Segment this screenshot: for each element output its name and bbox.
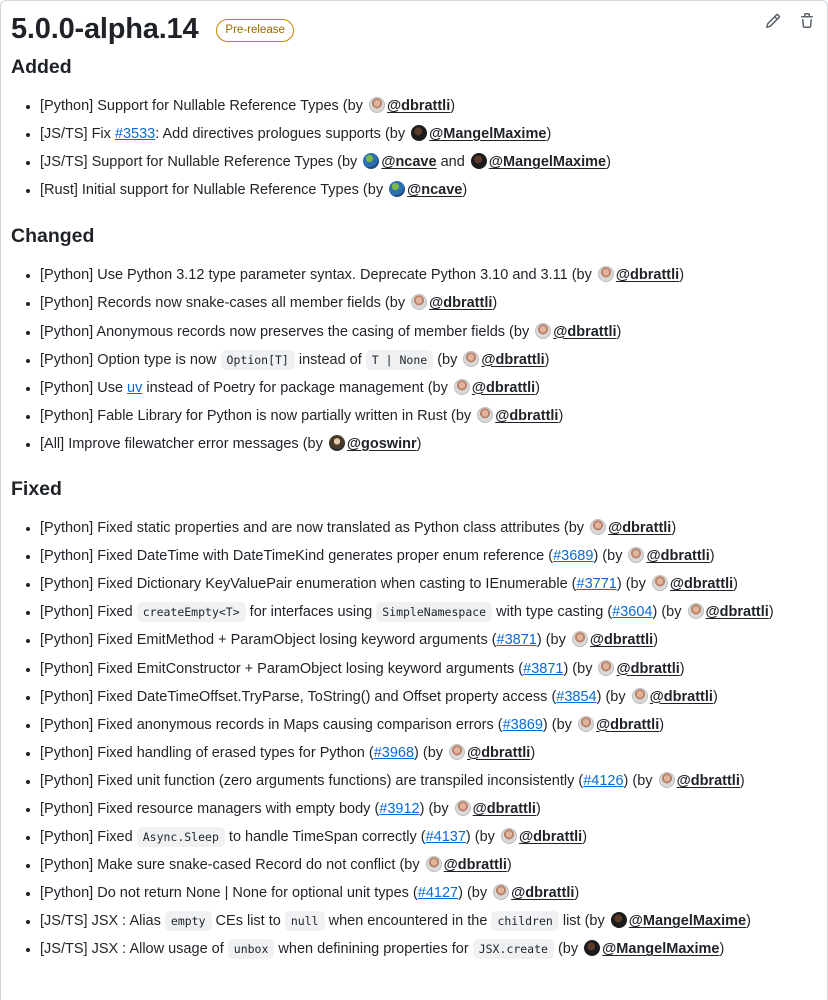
item-text: ) (by <box>419 800 453 817</box>
item-text: CEs list to <box>211 913 285 930</box>
avatar[interactable] <box>652 575 668 591</box>
avatar[interactable] <box>598 660 614 676</box>
avatar[interactable] <box>369 97 385 113</box>
item-text: [Rust] Initial support for Nullable Reference Types (by <box>40 182 388 199</box>
avatar[interactable] <box>535 323 551 339</box>
avatar[interactable] <box>628 547 644 563</box>
change-item <box>40 655 817 683</box>
inline-code: unbox <box>228 939 275 959</box>
user-mention-link[interactable]: @MangelMaxime <box>602 941 720 958</box>
change-item <box>40 626 817 654</box>
user-mention-link[interactable]: @dbrattli <box>495 407 559 424</box>
change-item <box>40 318 817 346</box>
avatar[interactable] <box>363 153 379 169</box>
user-mention-link[interactable]: @ncave <box>381 154 437 171</box>
item-text: [Python] Fixed DateTime with DateTimeKind generates proper enum reference ( <box>40 548 554 565</box>
item-text: with type casting ( <box>492 604 613 621</box>
issue-link[interactable]: #4127 <box>417 885 459 902</box>
user-mention-link[interactable]: @goswinr <box>346 435 417 452</box>
item-text: [Python] Fixed static properties and are now translated as Python class attributes (by <box>40 520 589 537</box>
inline-code: Async.Sleep <box>137 827 225 847</box>
item-text: [Python] Fixed handling of erased types for Python ( <box>40 744 374 761</box>
avatar[interactable] <box>426 856 442 872</box>
inline-code: JSX.create <box>473 939 554 959</box>
change-item <box>40 148 817 176</box>
item-text: [Python] Anonymous records now preserves the casing of member fields (by <box>40 323 534 340</box>
avatar[interactable] <box>659 772 675 788</box>
item-text: [Python] Fixed <box>40 604 137 621</box>
item-text: ) (by <box>593 548 627 565</box>
item-text: ) <box>616 323 622 340</box>
item-text: ) <box>679 267 685 284</box>
item-text: [Python] Fixed unit function (zero arguments functions) are transpiled inconsistently ( <box>40 772 584 789</box>
section-fixed <box>11 475 817 964</box>
item-text: [Python] Fixed EmitMethod + ParamObject losing keyword arguments ( <box>40 632 497 649</box>
item-text: [All] Improve filewatcher error messages (by <box>40 435 327 452</box>
inline-code: SimpleNamespace <box>376 602 492 622</box>
item-text: [Python] Fixed DateTimeOffset.TryParse, ToString() and Offset property access ( <box>40 688 557 705</box>
item-text: ) <box>768 604 774 621</box>
change-item <box>40 514 817 542</box>
change-item <box>40 346 817 374</box>
item-text: [Python] Use Python 3.12 type parameter syntax. Deprecate Python 3.10 and 3.11 (by <box>40 267 596 284</box>
issue-link[interactable]: #4137 <box>425 829 466 846</box>
section-heading: Changed <box>11 225 95 248</box>
item-text: and <box>436 154 469 171</box>
release-actions <box>765 13 815 29</box>
avatar[interactable] <box>329 435 345 451</box>
item-text: (by <box>433 351 462 368</box>
item-text: [JS/TS] JSX : Alias <box>40 913 165 930</box>
release-title: 5.0.0-alpha.14 <box>11 12 199 45</box>
item-text: ) (by <box>458 885 492 902</box>
item-text: ) <box>709 548 715 565</box>
change-item <box>40 795 817 823</box>
issue-link[interactable]: #3871 <box>523 660 564 677</box>
pencil-icon <box>765 13 781 29</box>
change-item <box>40 570 817 598</box>
change-list <box>11 92 817 204</box>
inline-link[interactable]: uv <box>127 379 143 396</box>
user-mention-link[interactable]: @dbrattli <box>669 576 734 593</box>
item-text: instead of <box>294 351 366 368</box>
item-text: ) <box>746 913 751 930</box>
change-item <box>40 739 817 767</box>
item-text: [Python] Option type is now <box>40 351 221 368</box>
item-text: ) (by <box>536 632 570 649</box>
item-text: ) <box>671 520 677 537</box>
avatar[interactable] <box>688 603 704 619</box>
user-mention-link[interactable]: @MangelMaxime <box>488 154 607 171</box>
item-text: when encountered in the <box>324 913 492 930</box>
avatar[interactable] <box>578 716 594 732</box>
user-mention-link[interactable]: @dbrattli <box>615 267 680 284</box>
change-item <box>40 683 817 711</box>
change-item <box>40 542 817 570</box>
avatar[interactable] <box>501 828 517 844</box>
item-text: ) <box>582 829 588 846</box>
item-text: list (by <box>558 913 609 930</box>
item-text: [JS/TS] Support for Nullable Reference Types (by <box>40 154 362 171</box>
change-item <box>40 261 817 289</box>
item-text: [JS/TS] Fix <box>40 126 115 143</box>
item-text: ) <box>719 941 725 958</box>
avatar[interactable] <box>471 153 487 169</box>
item-text: ) <box>659 716 665 733</box>
change-item <box>40 374 817 402</box>
user-mention-link[interactable]: @dbrattli <box>429 295 493 312</box>
inline-code: T | None <box>366 350 433 370</box>
avatar[interactable] <box>572 631 588 647</box>
section-changed <box>11 222 817 458</box>
item-text: : Add directives prologues supports (by <box>155 126 410 143</box>
inline-code: empty <box>165 911 212 931</box>
item-text: ) (by <box>616 576 650 593</box>
change-item <box>40 823 817 851</box>
item-text: ) <box>606 154 611 171</box>
issue-link[interactable]: #3912 <box>379 800 420 817</box>
item-text: [Python] Fixed resource managers with empty body ( <box>40 800 380 817</box>
change-item <box>40 120 817 148</box>
user-mention-link[interactable]: @dbrattli <box>443 857 507 874</box>
issue-link[interactable]: #3689 <box>553 548 594 565</box>
avatar[interactable] <box>590 519 606 535</box>
item-text: when definining properties for <box>274 941 473 958</box>
change-item <box>40 879 817 907</box>
item-text: ) (by <box>465 829 499 846</box>
item-text: ) (by <box>542 716 576 733</box>
item-text: ) <box>679 660 685 677</box>
change-item <box>40 92 817 120</box>
avatar[interactable] <box>454 379 470 395</box>
item-text: [Python] Support for Nullable Reference Types (by <box>40 98 367 114</box>
change-item <box>40 402 817 430</box>
item-text: ) <box>450 98 456 114</box>
issue-link[interactable]: #3533 <box>114 126 156 143</box>
item-text: [Python] Fixed Dictionary KeyValuePair enumeration when casting to IEnumerable ( <box>40 576 577 593</box>
item-text: [Python] Fixed anonymous records in Maps causing comparison errors ( <box>40 716 503 733</box>
item-text: ) (by <box>563 660 597 677</box>
change-list <box>11 514 817 964</box>
change-item <box>40 430 817 458</box>
delete-button[interactable] <box>799 13 815 29</box>
item-text: ) <box>530 744 536 761</box>
issue-link[interactable]: #3968 <box>373 744 415 761</box>
item-text: [JS/TS] JSX : Allow usage of <box>40 941 228 958</box>
item-text: ) (by <box>596 688 630 705</box>
issue-link[interactable]: #4126 <box>583 772 624 789</box>
item-text: instead of Poetry for package management (by <box>142 379 452 396</box>
inline-code: Option[T] <box>221 350 295 370</box>
change-item <box>40 767 817 795</box>
change-item <box>40 598 817 626</box>
item-text: to handle TimeSpan correctly ( <box>224 829 426 846</box>
section-heading: Fixed <box>11 478 62 501</box>
change-item <box>40 851 817 879</box>
item-text: [Python] Do not return None | None for optional unit types ( <box>40 885 418 902</box>
item-text: ) <box>506 857 512 874</box>
user-mention-link[interactable]: @dbrattli <box>518 829 583 846</box>
trash-icon <box>799 13 815 29</box>
issue-link[interactable]: #3854 <box>556 688 597 705</box>
user-mention-link[interactable]: @dbrattli <box>676 772 740 789</box>
user-mention-link[interactable]: @dbrattli <box>467 744 531 761</box>
user-mention-link[interactable]: @dbrattli <box>608 520 672 537</box>
item-text: ) <box>546 126 552 143</box>
item-text: ) <box>733 576 738 593</box>
item-text: ) <box>492 295 498 312</box>
item-text: ) <box>535 800 541 817</box>
user-mention-link[interactable]: @dbrattli <box>646 548 710 565</box>
item-text: ) <box>535 379 541 396</box>
user-mention-link[interactable]: @dbrattli <box>705 604 769 621</box>
user-mention-link[interactable]: @dbrattli <box>511 885 575 902</box>
user-mention-link[interactable]: @dbrattli <box>616 660 680 677</box>
user-mention-link[interactable]: @MangelMaxime <box>628 913 747 930</box>
user-mention-link[interactable]: @dbrattli <box>589 632 654 649</box>
inline-code: null <box>285 911 325 931</box>
item-text: ) <box>739 772 745 789</box>
item-text: ) <box>712 688 718 705</box>
section-added <box>11 53 817 204</box>
user-mention-link[interactable]: @dbrattli <box>386 98 451 114</box>
user-mention-link[interactable]: @dbrattli <box>553 323 617 340</box>
issue-link[interactable]: #3871 <box>496 632 537 649</box>
user-mention-link[interactable]: @dbrattli <box>481 351 545 368</box>
item-text: [Python] Fixed EmitConstructor + ParamObject losing keyword arguments ( <box>40 660 524 677</box>
user-mention-link[interactable]: @MangelMaxime <box>429 126 547 143</box>
prerelease-badge: Pre-release <box>216 19 293 42</box>
avatar[interactable] <box>411 125 427 141</box>
user-mention-link[interactable]: @dbrattli <box>471 379 536 396</box>
item-text: (by <box>553 941 583 958</box>
item-text: [Python] Records now snake-cases all member fields (by <box>40 295 410 312</box>
issue-link[interactable]: #3604 <box>612 604 653 621</box>
avatar[interactable] <box>584 940 600 956</box>
user-mention-link[interactable]: @dbrattli <box>649 688 713 705</box>
avatar[interactable] <box>389 181 405 197</box>
change-list <box>11 261 817 458</box>
change-item <box>40 289 817 317</box>
item-text: ) <box>544 351 550 368</box>
item-text: ) (by <box>652 604 686 621</box>
change-item <box>40 935 817 963</box>
change-item <box>40 907 817 935</box>
user-mention-link[interactable]: @dbrattli <box>595 716 660 733</box>
item-text: [Python] Fixed <box>40 829 137 846</box>
avatar[interactable] <box>449 744 465 760</box>
item-text: for interfaces using <box>245 604 377 621</box>
release-notes-body <box>11 53 817 964</box>
item-text: ) (by <box>623 772 657 789</box>
issue-link[interactable]: #3771 <box>576 576 617 593</box>
user-mention-link[interactable]: @ncave <box>407 182 463 199</box>
avatar[interactable] <box>455 800 471 816</box>
avatar[interactable] <box>477 407 493 423</box>
release-header <box>11 11 817 47</box>
item-text: [Python] Fable Library for Python is now partially written in Rust (by <box>40 407 476 424</box>
avatar[interactable] <box>493 884 509 900</box>
item-text: ) <box>462 182 468 199</box>
user-mention-link[interactable]: @dbrattli <box>472 800 536 817</box>
item-text: [Python] Use <box>40 379 128 396</box>
edit-button[interactable] <box>765 13 781 29</box>
avatar[interactable] <box>611 912 627 928</box>
issue-link[interactable]: #3869 <box>502 716 543 733</box>
item-text: ) <box>574 885 580 902</box>
change-item <box>40 176 817 204</box>
item-text: [Python] Make sure snake-cased Record do not conflict (by <box>40 857 424 874</box>
avatar[interactable] <box>598 266 614 282</box>
avatar[interactable] <box>411 294 427 310</box>
item-text: ) <box>416 435 422 452</box>
item-text: ) <box>653 632 659 649</box>
inline-code: createEmpty<T> <box>137 602 246 622</box>
item-text: ) (by <box>414 744 448 761</box>
avatar[interactable] <box>463 351 479 367</box>
section-heading: Added <box>11 56 72 78</box>
inline-code: children <box>491 911 558 931</box>
item-text: ) <box>558 407 564 424</box>
avatar[interactable] <box>632 688 648 704</box>
change-item <box>40 711 817 739</box>
